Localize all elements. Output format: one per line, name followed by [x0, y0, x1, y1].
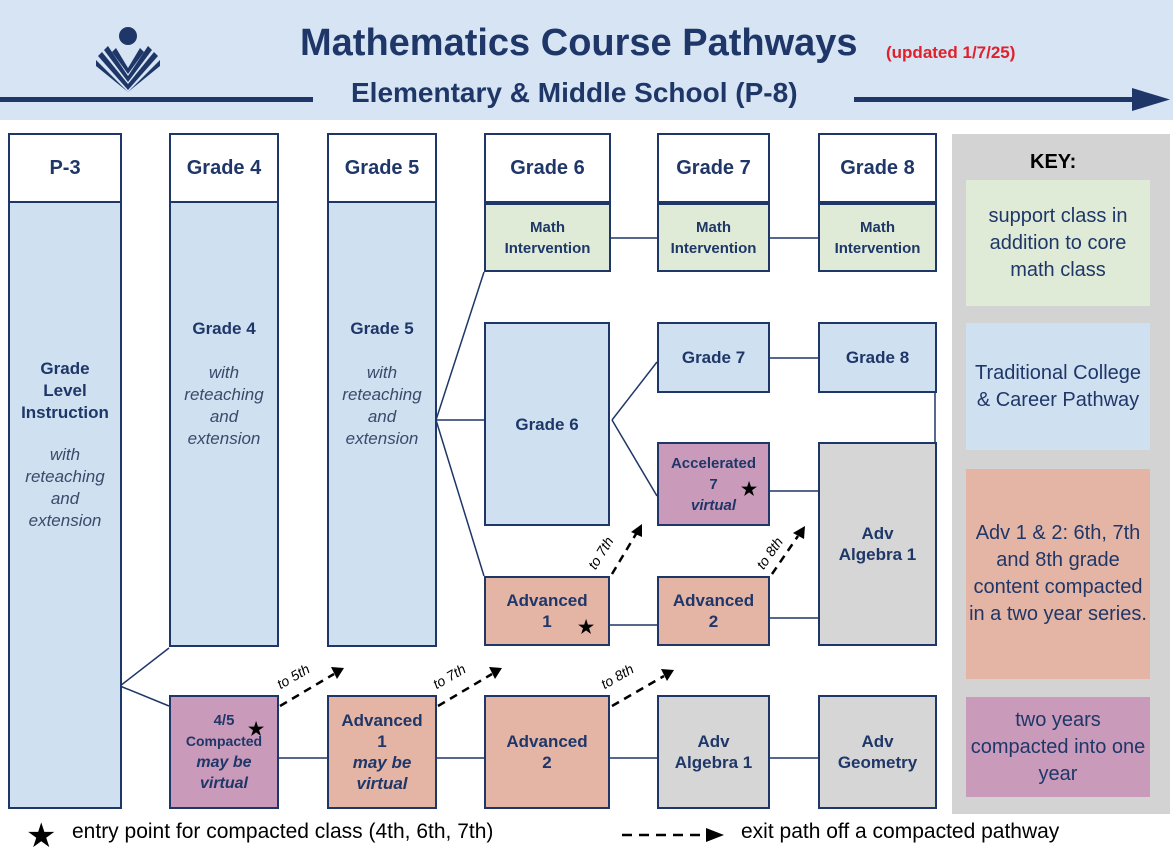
- col-title-line: Instruction: [21, 403, 109, 422]
- box-line: Math: [696, 218, 731, 236]
- col-sub-line: extension: [28, 511, 102, 530]
- box-line: Advanced: [672, 591, 755, 610]
- col-title-line: Grade 4: [192, 319, 256, 338]
- box-line: Intervention: [670, 239, 757, 257]
- legend-star-text: entry point for compacted class (4th, 6th, 7th): [72, 820, 494, 843]
- legend-dash-text: exit path off a compacted pathway: [741, 820, 1060, 843]
- col-sub-line: and: [367, 407, 397, 426]
- col-sub-line: and: [209, 407, 239, 426]
- box-line: Math: [860, 218, 895, 236]
- star-icon: ★: [26, 817, 57, 855]
- box-line: 7: [709, 475, 718, 493]
- math-intervention-grade7: [657, 203, 770, 272]
- exit-label-to8-mid: to 8th: [752, 534, 787, 572]
- col-title-line: Grade 5: [350, 319, 414, 338]
- column-header-grade7: Grade 7: [657, 133, 770, 203]
- box-line: 1: [542, 612, 552, 631]
- box-line: Adv: [861, 732, 894, 751]
- accelerated-7-box: [657, 442, 770, 526]
- box-line: 2: [708, 612, 719, 631]
- grade8-box: Grade 8: [818, 322, 937, 393]
- exit-label-to7-mid: to 7th: [584, 533, 617, 572]
- box-line: 4/5: [213, 712, 235, 729]
- box-line: Algebra 1: [838, 545, 917, 564]
- col-sub-line: extension: [187, 429, 261, 448]
- star-icon: ★: [741, 479, 758, 499]
- col-sub-line: reteaching: [342, 385, 422, 404]
- grade6-box: Grade 6: [484, 322, 610, 526]
- box-line: Advanced: [506, 732, 588, 751]
- advanced1-grade5-box: [327, 695, 437, 809]
- box-line: Advanced: [341, 711, 423, 730]
- exit-label-to5: to 5th: [274, 660, 313, 692]
- column-header-grade4: Grade 4: [169, 133, 279, 203]
- column-header-grade8: Grade 8: [818, 133, 937, 203]
- col-sub-line: reteaching: [184, 385, 264, 404]
- updated-date: (updated 1/7/25): [886, 43, 1016, 62]
- box-line: Compacted: [185, 733, 263, 749]
- box-line: Adv: [697, 732, 730, 751]
- grade4-column: [169, 201, 279, 647]
- box-line: Intervention: [504, 239, 591, 257]
- adv-algebra1-grade8-box: [818, 442, 937, 646]
- star-icon: ★: [248, 719, 265, 739]
- column-header-grade6: Grade 6: [484, 133, 611, 203]
- advanced2-grade7-box: [657, 576, 770, 646]
- key-two-years-compacted: two years compacted into one year: [966, 697, 1150, 797]
- compacted-45-box: [169, 695, 279, 809]
- box-line: Algebra 1: [674, 753, 753, 772]
- col-sub-line: and: [50, 489, 80, 508]
- key-title: KEY:: [1030, 151, 1077, 173]
- exit-label-to7-low: to 7th: [430, 660, 469, 692]
- exit-label-to8-low: to 8th: [598, 660, 637, 692]
- box-line: virtual: [199, 775, 248, 792]
- box-line: Intervention: [834, 239, 921, 257]
- advanced2-grade6-box: [484, 695, 610, 809]
- star-icon: ★: [578, 617, 595, 637]
- box-line: virtual: [356, 774, 408, 793]
- box-line: virtual: [690, 496, 736, 514]
- box-line: 1: [377, 732, 387, 751]
- box-line: Math: [530, 218, 565, 236]
- box-line: 2: [542, 753, 552, 772]
- col-sub-line: extension: [345, 429, 419, 448]
- box-line: Geometry: [837, 753, 918, 772]
- advanced1-grade6-box: [484, 576, 610, 646]
- math-intervention-grade6: [484, 203, 611, 272]
- box-line: may be: [352, 753, 412, 772]
- col-sub-line: with: [366, 363, 398, 382]
- key-traditional-pathway: Traditional College & Career Pathway: [966, 323, 1150, 450]
- col-title-line: Level: [43, 381, 87, 400]
- p3-grade-level-instruction: [8, 201, 122, 809]
- grade5-column: [327, 201, 437, 647]
- box-line: Accelerated: [670, 454, 757, 472]
- dashed-arrow-icon: [620, 826, 726, 844]
- col-sub-line: reteaching: [25, 467, 105, 486]
- col-sub-line: with: [208, 363, 240, 382]
- grade7-box: Grade 7: [657, 322, 770, 393]
- box-line: Adv: [861, 524, 894, 543]
- column-header-p3: P-3: [8, 133, 122, 203]
- adv-algebra1-grade7-box: [657, 695, 770, 809]
- adv-geometry-box: [818, 695, 937, 809]
- box-line: Advanced: [506, 591, 588, 610]
- box-line: may be: [196, 754, 252, 771]
- page-title: Mathematics Course Pathways: [300, 22, 858, 64]
- col-sub-line: with: [49, 445, 81, 464]
- math-intervention-grade8: [818, 203, 937, 272]
- key-support-class: support class in addition to core math class: [966, 180, 1150, 306]
- page-subtitle: Elementary & Middle School (P-8): [351, 77, 798, 108]
- key-adv-1-2: Adv 1 & 2: 6th, 7th and 8th grade content compacted in a two year series.: [966, 469, 1150, 679]
- col-title-line: Grade: [40, 359, 90, 378]
- column-header-grade5: Grade 5: [327, 133, 437, 203]
